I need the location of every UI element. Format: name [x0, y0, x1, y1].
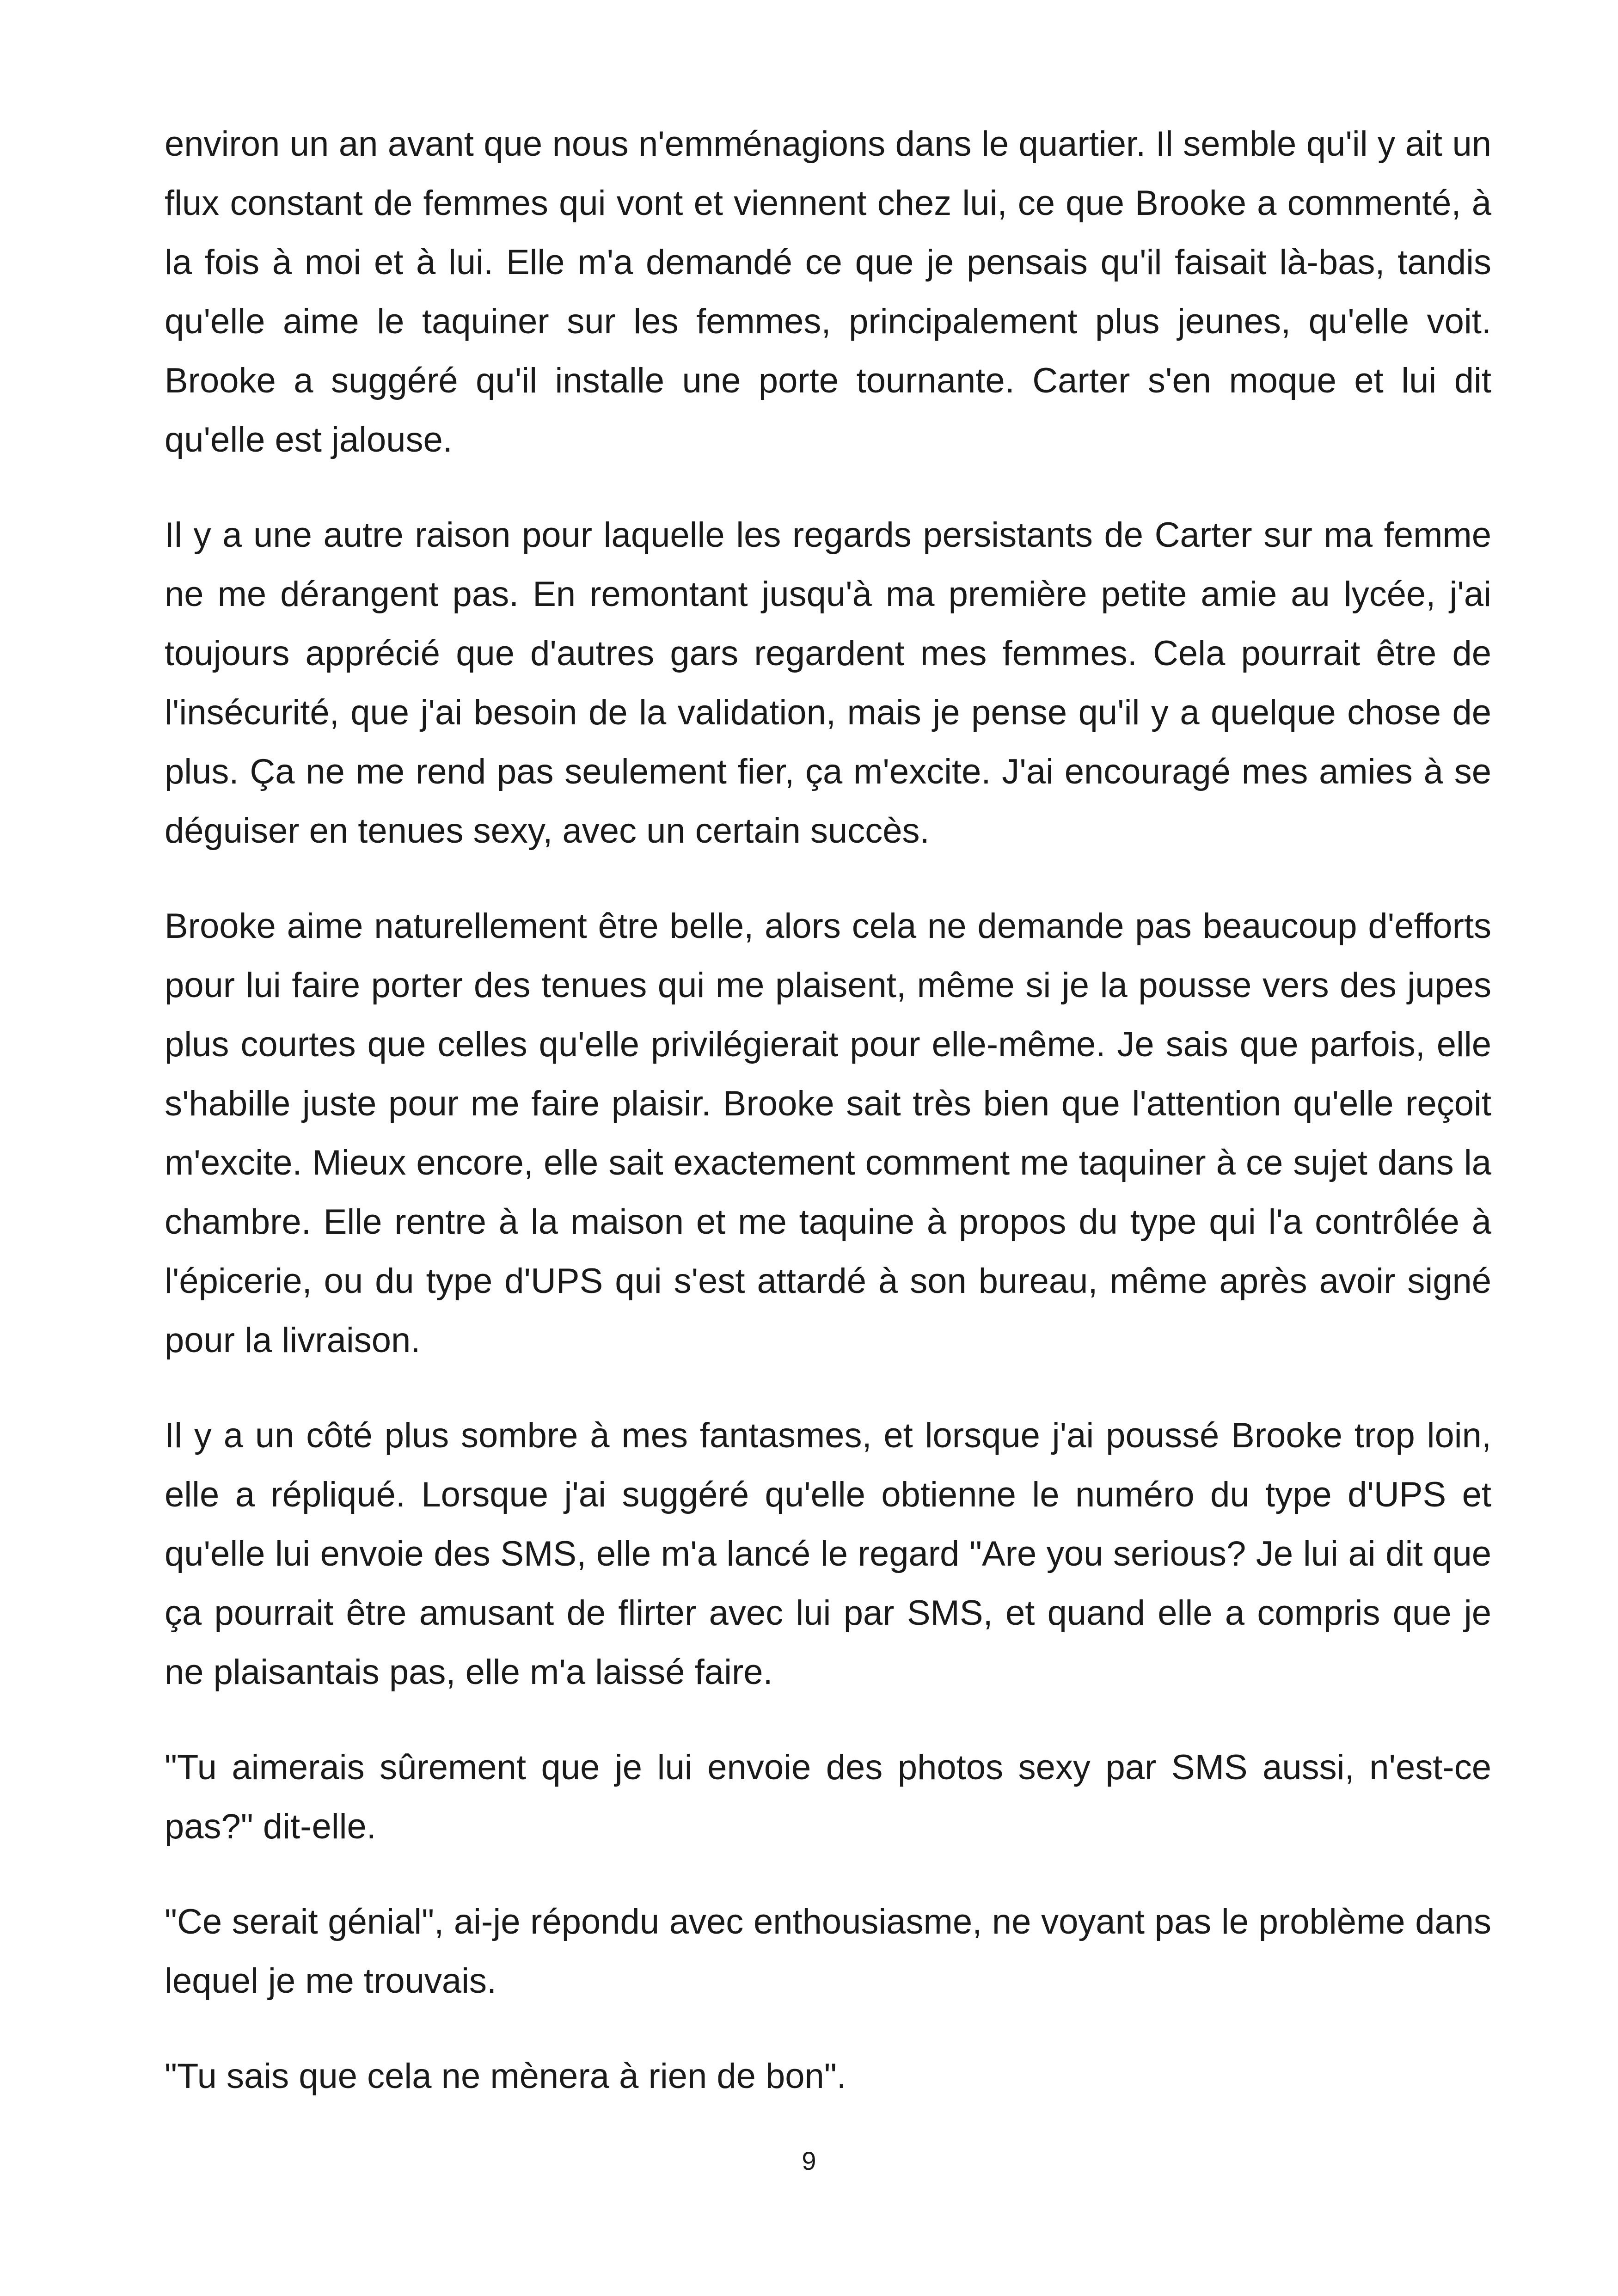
- page-number: 9: [802, 2146, 816, 2175]
- paragraph-6: "Ce serait génial", ai-je répondu avec enthousiasme, ne voyant pas le problème dans lequel je me trouvais.: [165, 1902, 1491, 2001]
- document-body: [165, 115, 1491, 2106]
- paragraph-5: "Tu aimerais sûrement que je lui envoie des photos sexy par SMS aussi, n'est-ce pas?" dit-elle.: [165, 1748, 1491, 1846]
- paragraph-3: Brooke aime naturellement être belle, alors cela ne demande pas beaucoup d'efforts pour lui faire porter des tenues qui me plaisent, même si je la pousse vers des jupes plus courtes que celles qu'elle privilégierait pour elle-même. Je sais que parfois, elle s'habille juste pour me faire plaisir. Brooke sait très bien que l'attention qu'elle reçoit m'excite. Mieux encore, elle sait exactement comment me taquiner à ce sujet dans la chambre. Elle rentre à la maison et me taquine à propos du type qui l'a contrôlée à l'épicerie, ou du type d'UPS qui s'est attardé à son bureau, même après avoir signé pour la livraison.: [165, 906, 1491, 1360]
- paragraph-2: Il y a une autre raison pour laquelle les regards persistants de Carter sur ma femme ne me dérangent pas. En remontant jusqu'à ma première petite amie au lycée, j'ai toujours apprécié que d'autres gars regardent mes femmes. Cela pourrait être de l'insécurité, que j'ai besoin de la validation, mais je pense qu'il y a quelque chose de plus. Ça ne me rend pas seulement fier, ça m'excite. J'ai encouragé mes amies à se déguiser en tenues sexy, avec un certain succès.: [165, 515, 1491, 851]
- paragraph-4: Il y a un côté plus sombre à mes fantasmes, et lorsque j'ai poussé Brooke trop loin, elle a répliqué. Lorsque j'ai suggéré qu'elle obtienne le numéro du type d'UPS et qu'elle lui envoie des SMS, elle m'a lancé le regard "Are you serious? Je lui ai dit que ça pourrait être amusant de flirter avec lui par SMS, et quand elle a compris que je ne plaisantais pas, elle m'a laissé faire.: [165, 1416, 1491, 1692]
- paragraph-1: environ un an avant que nous n'emménagions dans le quartier. Il semble qu'il y ait un flux constant de femmes qui vont et viennent chez lui, ce que Brooke a commenté, à la fois à moi et à lui. Elle m'a demandé ce que je pensais qu'il faisait là-bas, tandis qu'elle aime le taquiner sur les femmes, principalement plus jeunes, qu'elle voit. Brooke a suggéré qu'il installe une porte tournante. Carter s'en moque et lui dit qu'elle est jalouse.: [165, 124, 1491, 459]
- paragraph-7: "Tu sais que cela ne mènera à rien de bon".: [165, 2057, 846, 2096]
